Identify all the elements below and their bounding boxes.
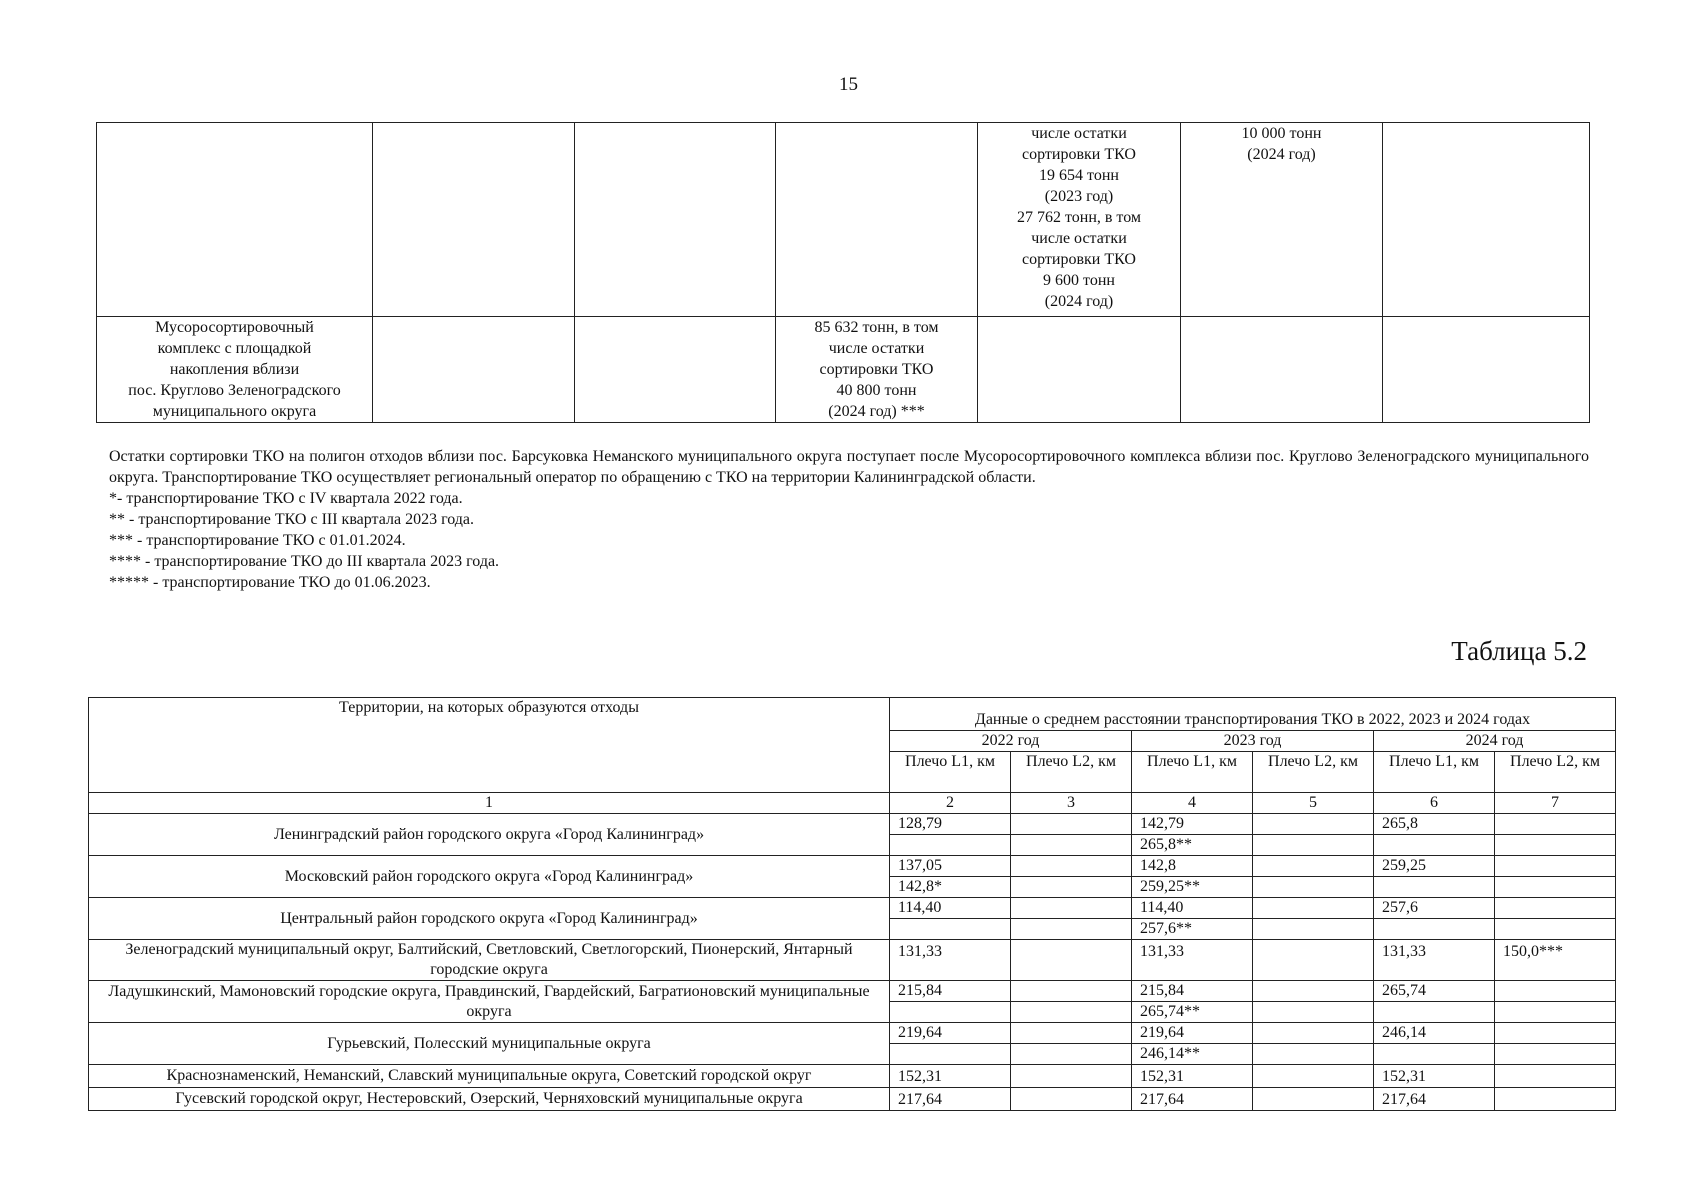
value-cell: 246,14**: [1132, 1044, 1253, 1065]
value-cell: [1253, 835, 1374, 856]
value-cell: 217,64: [1132, 1088, 1253, 1111]
value-cell: [1011, 898, 1132, 919]
table-row: [89, 898, 1616, 919]
value-cell: [1253, 856, 1374, 877]
table-caption: Таблица 5.2: [1451, 636, 1587, 666]
value-cell: 150,0***: [1495, 940, 1616, 981]
value-cell: [1011, 981, 1132, 1002]
value-cell: 142,79: [1132, 814, 1253, 835]
value-cell: 259,25**: [1132, 877, 1253, 898]
value-cell: [1374, 1044, 1495, 1065]
footnote: ***** - транспортирование ТКО до 01.06.2023.: [109, 574, 431, 591]
continued-table: [96, 122, 1590, 423]
value-cell: 246,14: [1374, 1023, 1495, 1044]
year-header: 2024 год: [1374, 731, 1616, 752]
column-number: 1: [89, 793, 890, 814]
value-cell: [1374, 919, 1495, 940]
footnotes: [109, 446, 1589, 593]
header-row: [89, 698, 1616, 731]
note-paragraph: Остатки сортировки ТКО на полигон отходов вблизи пос. Барсуковка Неманского муниципального округа поступает после Мусоросортировочного комплекса вблизи пос. Круглово Зеленоградского муниципального округа. Транспортирование ТКО осуществляет региональный оператор по обращению с ТКО на территории Калининградской области.: [109, 448, 1589, 486]
value-cell: [1011, 814, 1132, 835]
column-number: 7: [1495, 793, 1616, 814]
year-header: 2023 год: [1132, 731, 1374, 752]
table-row: [89, 1065, 1616, 1088]
value-cell: 142,8: [1132, 856, 1253, 877]
value-cell: 152,31: [890, 1065, 1011, 1088]
value-cell: [1011, 1002, 1132, 1023]
footnote: *** - транспортирование ТКО с 01.01.2024.: [109, 532, 406, 549]
column-number: 3: [1011, 793, 1132, 814]
value-cell: 217,64: [890, 1088, 1011, 1111]
table-cell: 10 000 тонн (2024 год): [1181, 123, 1383, 317]
value-cell: [890, 835, 1011, 856]
table-row: [89, 856, 1616, 877]
table-row: [89, 1088, 1616, 1111]
column-number: 4: [1132, 793, 1253, 814]
value-cell: 131,33: [1374, 940, 1495, 981]
distance-table: [88, 697, 1616, 1111]
value-cell: [1253, 1002, 1374, 1023]
value-cell: [1374, 835, 1495, 856]
value-cell: [1495, 1065, 1616, 1088]
value-cell: [890, 1044, 1011, 1065]
value-cell: [1495, 981, 1616, 1002]
value-cell: 128,79: [890, 814, 1011, 835]
value-cell: [1011, 1044, 1132, 1065]
value-cell: 265,8: [1374, 814, 1495, 835]
value-cell: 257,6: [1374, 898, 1495, 919]
value-cell: 217,64: [1374, 1088, 1495, 1111]
value-cell: [1011, 877, 1132, 898]
column-number: 2: [890, 793, 1011, 814]
territory-cell: Центральный район городского округа «Город Калининград»: [89, 898, 890, 940]
table-row: [97, 123, 1590, 317]
value-cell: [1495, 1088, 1616, 1111]
value-cell: [1253, 1023, 1374, 1044]
value-cell: 219,64: [1132, 1023, 1253, 1044]
value-cell: 265,74**: [1132, 1002, 1253, 1023]
value-cell: 259,25: [1374, 856, 1495, 877]
value-cell: 265,8**: [1132, 835, 1253, 856]
value-cell: [1253, 877, 1374, 898]
value-cell: [1011, 919, 1132, 940]
value-cell: [890, 1002, 1011, 1023]
table-cell: числе остатки сортировки ТКО 19 654 тонн (2023 год) 27 762 тонн, в том числе остатки сортировки ТКО 9 600 тонн (2024 год): [978, 123, 1181, 317]
value-cell: 142,8*: [890, 877, 1011, 898]
value-cell: [1495, 1044, 1616, 1065]
territory-header: Территории, на которых образуются отходы: [89, 698, 890, 793]
value-cell: [1011, 835, 1132, 856]
column-number-row: [89, 793, 1616, 814]
value-cell: 131,33: [1132, 940, 1253, 981]
territory-cell: Зеленоградский муниципальный округ, Балтийский, Светловский, Светлогорский, Пионерский, Янтарный городские округа: [89, 940, 890, 981]
territory-cell: Ленинградский район городского округа «Город Калининград»: [89, 814, 890, 856]
value-cell: [1374, 877, 1495, 898]
year-header: 2022 год: [890, 731, 1132, 752]
value-cell: [1253, 1065, 1374, 1088]
footnote: ** - транспортирование ТКО с III квартала 2023 года.: [109, 511, 475, 528]
territory-cell: Краснознаменский, Неманский, Славский муниципальные округа, Советский городской округ: [89, 1065, 890, 1088]
value-cell: 114,40: [1132, 898, 1253, 919]
value-cell: [1253, 940, 1374, 981]
column-number: 5: [1253, 793, 1374, 814]
arm-header: Плечо L2, км: [1011, 752, 1132, 793]
value-cell: 152,31: [1374, 1065, 1495, 1088]
value-cell: [1495, 856, 1616, 877]
value-cell: [1253, 814, 1374, 835]
value-cell: [1253, 981, 1374, 1002]
value-cell: 219,64: [890, 1023, 1011, 1044]
table-row: [89, 981, 1616, 1002]
territory-cell: Гурьевский, Полесский муниципальные округа: [89, 1023, 890, 1065]
value-cell: [1495, 898, 1616, 919]
territory-cell: Московский район городского округа «Город Калининград»: [89, 856, 890, 898]
table-cell: 85 632 тонн, в том числе остатки сортировки ТКО 40 800 тонн (2024 год) ***: [776, 317, 978, 423]
value-cell: [1011, 1023, 1132, 1044]
table-row: [89, 814, 1616, 835]
territory-cell: Ладушкинский, Мамоновский городские округа, Правдинский, Гвардейский, Багратионовский муниципальные округа: [89, 981, 890, 1023]
value-cell: [1495, 1023, 1616, 1044]
value-cell: [1253, 1044, 1374, 1065]
table-row: [89, 1023, 1616, 1044]
data-header: Данные о среднем расстоянии транспортирования ТКО в 2022, 2023 и 2024 годах: [890, 698, 1616, 731]
arm-header: Плечо L2, км: [1495, 752, 1616, 793]
value-cell: 257,6**: [1132, 919, 1253, 940]
value-cell: 265,74: [1374, 981, 1495, 1002]
arm-header: Плечо L2, км: [1253, 752, 1374, 793]
page-number: 15: [839, 74, 858, 95]
value-cell: 114,40: [890, 898, 1011, 919]
table-row: [97, 317, 1590, 423]
footnote: **** - транспортирование ТКО до III квартала 2023 года.: [109, 553, 500, 570]
value-cell: 131,33: [890, 940, 1011, 981]
value-cell: [1495, 877, 1616, 898]
value-cell: [1253, 1088, 1374, 1111]
value-cell: [1495, 919, 1616, 940]
column-number: 6: [1374, 793, 1495, 814]
value-cell: [1253, 898, 1374, 919]
table-body: [89, 814, 1616, 1111]
value-cell: [1253, 919, 1374, 940]
table-cell: Мусоросортировочный комплекс с площадкой накопления вблизи пос. Круглово Зеленоградского муниципального округа: [97, 317, 373, 423]
value-cell: [1011, 940, 1132, 981]
table-row: [89, 940, 1616, 981]
value-cell: [1011, 856, 1132, 877]
value-cell: [1495, 814, 1616, 835]
value-cell: [1495, 835, 1616, 856]
value-cell: [1374, 1002, 1495, 1023]
territory-cell: Гусевский городской округ, Нестеровский, Озерский, Черняховский муниципальные округа: [89, 1088, 890, 1111]
value-cell: [1495, 1002, 1616, 1023]
value-cell: 215,84: [1132, 981, 1253, 1002]
arm-header: Плечо L1, км: [1374, 752, 1495, 793]
arm-header: Плечо L1, км: [890, 752, 1011, 793]
value-cell: 152,31: [1132, 1065, 1253, 1088]
value-cell: [890, 919, 1011, 940]
value-cell: 137,05: [890, 856, 1011, 877]
value-cell: [1011, 1088, 1132, 1111]
footnote: *- транспортирование ТКО с IV квартала 2022 года.: [109, 490, 463, 507]
arm-header: Плечо L1, км: [1132, 752, 1253, 793]
value-cell: [1011, 1065, 1132, 1088]
value-cell: 215,84: [890, 981, 1011, 1002]
